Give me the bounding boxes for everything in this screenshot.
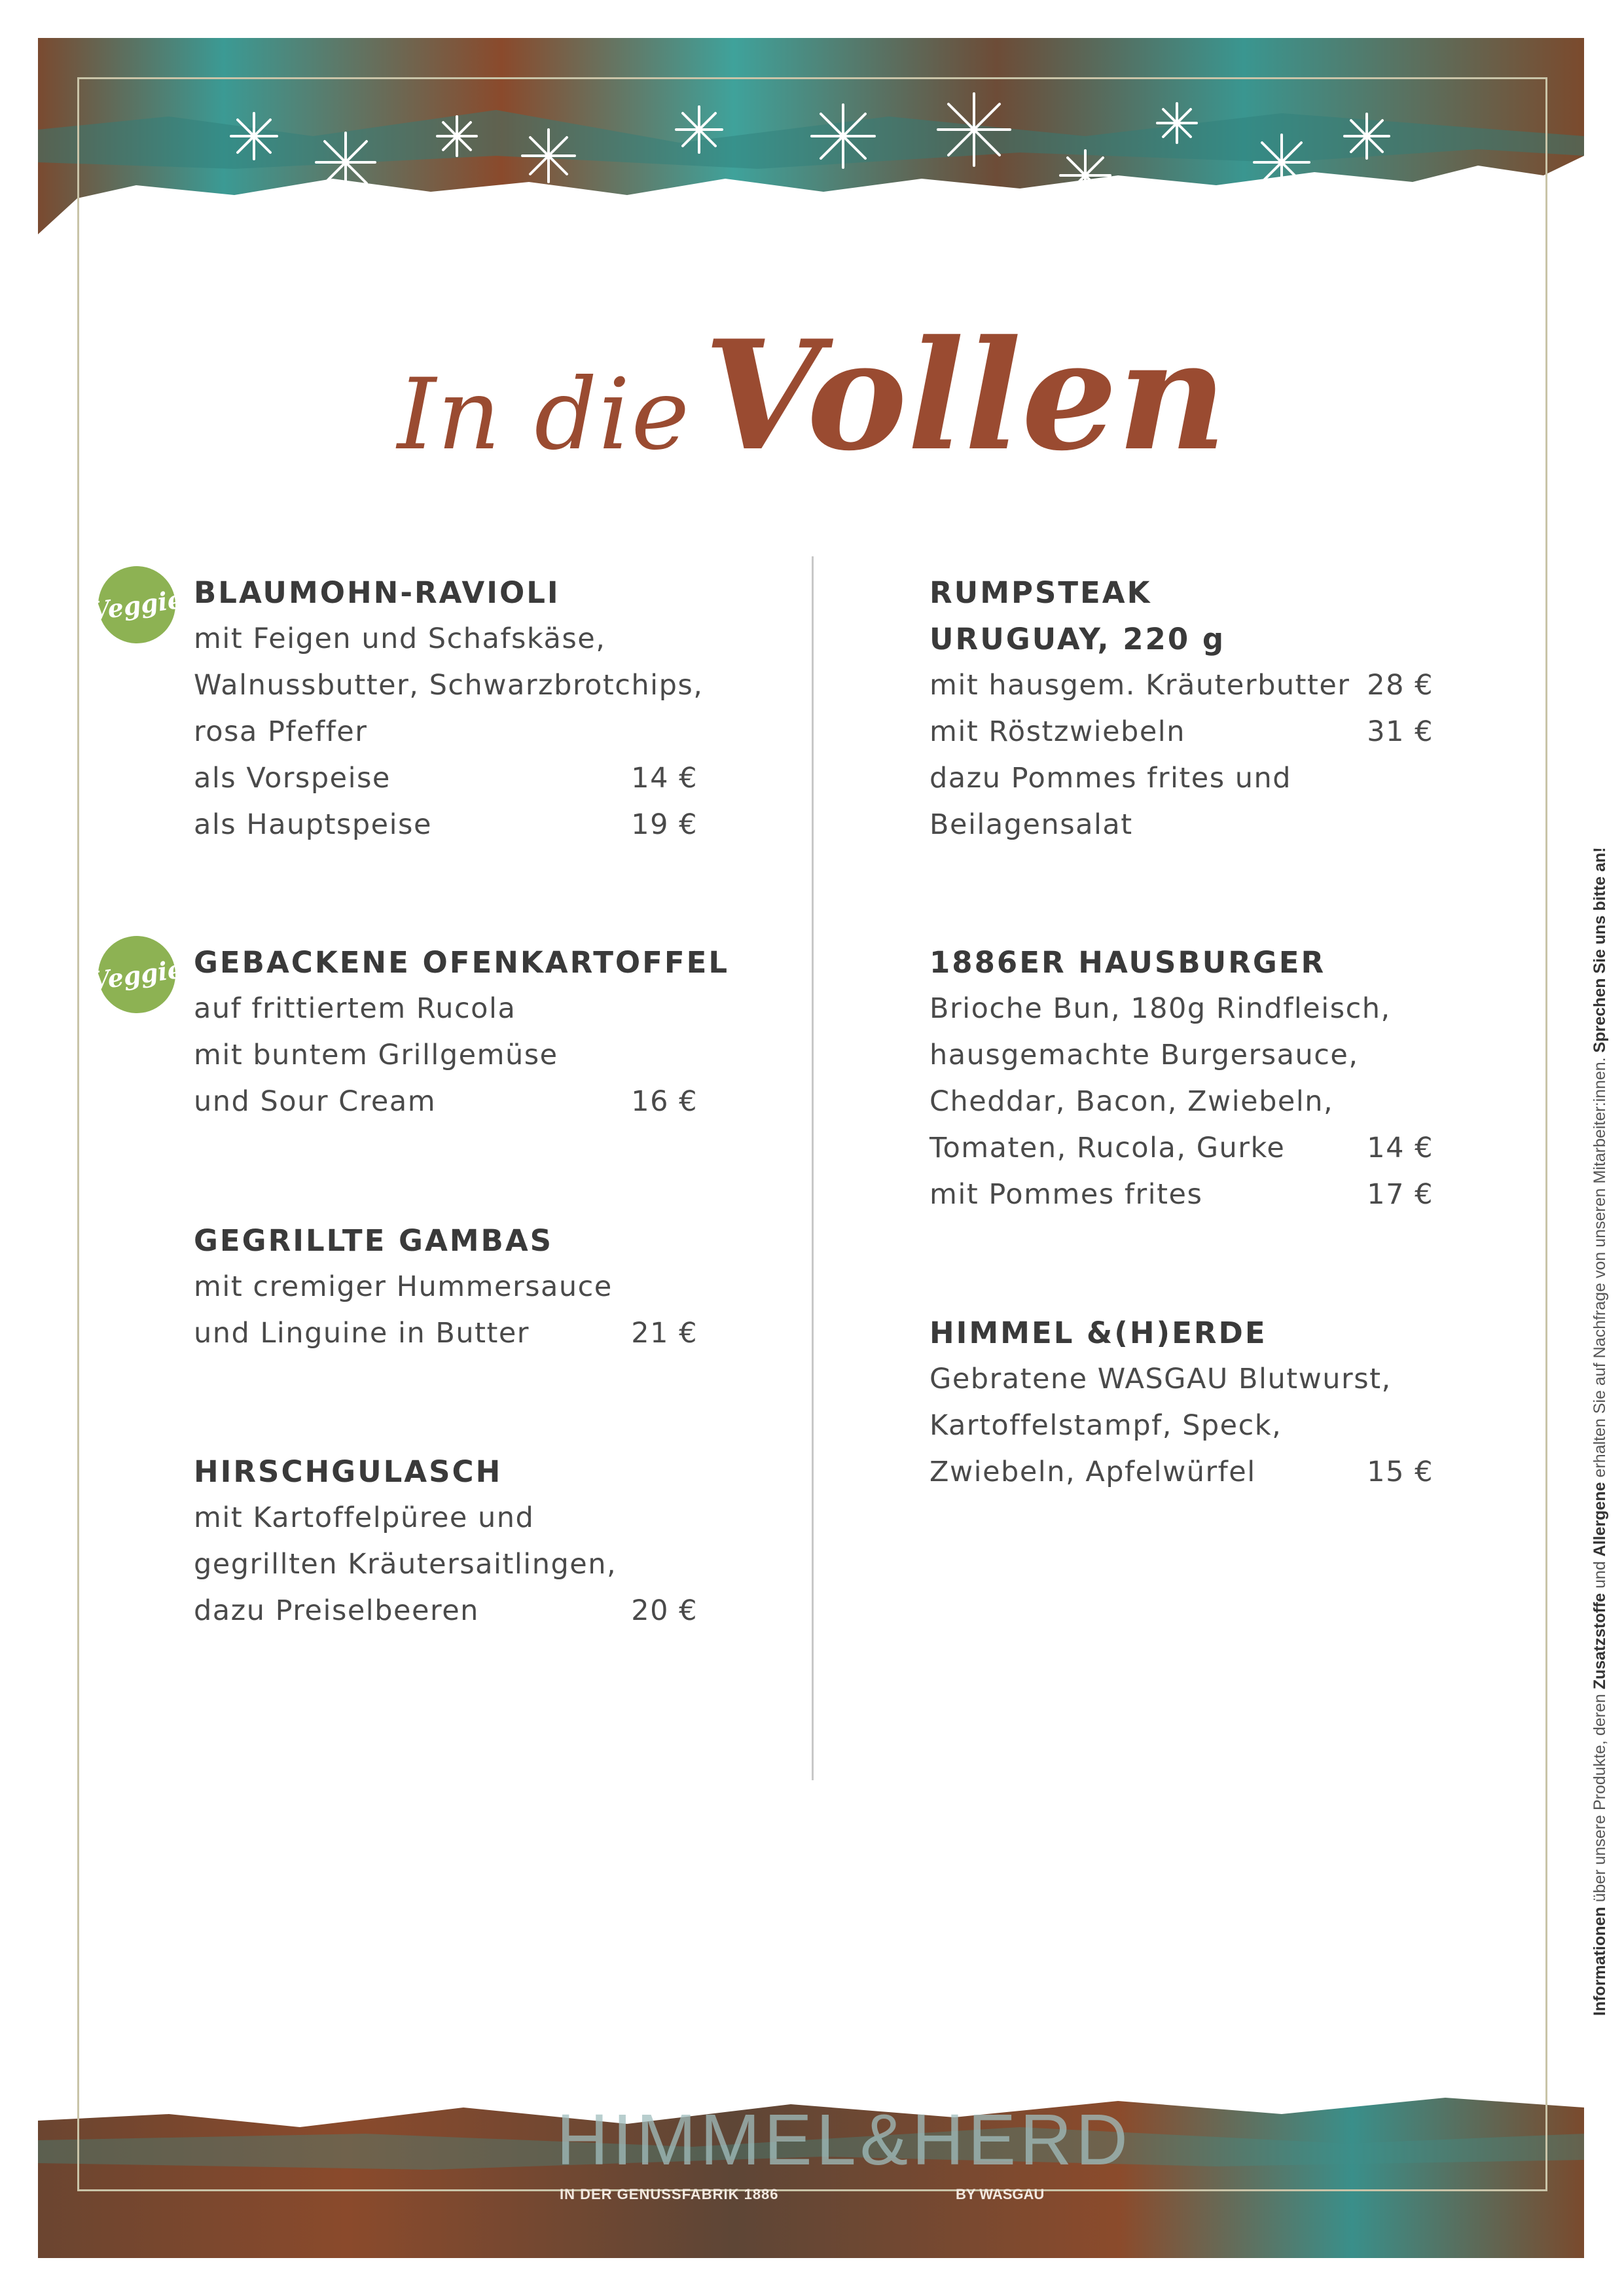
dish-description: Brioche Bun, 180g Rindfleisch, [929, 992, 1391, 1025]
menu-item [194, 1217, 698, 1357]
top-banner-art [38, 38, 1584, 234]
dish-price: 14 € [1367, 1132, 1434, 1164]
title-big: Vollen [704, 308, 1227, 484]
column-divider [812, 556, 814, 1780]
page-title [0, 308, 1624, 484]
dish-price-line: mit Pommes frites 17 € [929, 1172, 1434, 1218]
dish-price-line: als Vorspeise 14 € [194, 755, 698, 802]
dish-price-line: mit Röstzwiebeln 31 € [929, 709, 1434, 755]
dish-name-detail: URUGUAY, 220 g [929, 622, 1226, 656]
dish-description: gegrillten Kräutersaitlingen, [194, 1548, 617, 1581]
dish-price-line: und Sour Cream 16 € [194, 1079, 698, 1125]
dish-description: mit Feigen und Schafskäse, [194, 622, 606, 655]
dish-price: 19 € [631, 808, 698, 841]
dish-price-line: Zwiebeln, Apfelwürfel 15 € [929, 1449, 1434, 1496]
dish-description: rosa Pfeffer [194, 715, 368, 748]
top-banner [38, 38, 1584, 234]
dish-description: Walnussbutter, Schwarzbrotchips, [194, 669, 704, 702]
restaurant-logo [556, 2100, 1132, 2219]
menu-item [929, 939, 1434, 1218]
dish-price: 16 € [631, 1085, 698, 1118]
dish-price-line: als Hauptspeise 19 € [194, 802, 698, 848]
menu-item [194, 1448, 698, 1634]
dish-price: 17 € [1367, 1178, 1434, 1211]
dish-name: BLAUMOHN-RAVIOLI [194, 575, 560, 610]
dish-description: dazu Pommes frites und [929, 762, 1292, 795]
dish-description: Cheddar, Bacon, Zwiebeln, [929, 1085, 1334, 1118]
logo-subtitle: IN DER GENUSSFABRIK 1886 [560, 2186, 779, 2202]
veggie-badge-icon: Veggie [93, 931, 180, 1018]
dish-description: Kartoffelstampf, Speck, [929, 1409, 1282, 1442]
menu-item [88, 939, 730, 1125]
dish-description: Beilagensalat [929, 808, 1133, 841]
dish-name: 1886ER HAUSBURGER [929, 945, 1326, 980]
dish-price-line: mit hausgem. Kräuterbutter 28 € [929, 662, 1434, 709]
dish-description: auf frittiertem Rucola [194, 992, 516, 1025]
menu-item [929, 569, 1434, 848]
title-small: In die [397, 358, 691, 472]
dish-name: RUMPSTEAK [929, 575, 1152, 610]
dish-name: GEBACKENE OFENKARTOFFEL [194, 945, 730, 980]
dish-description: Gebratene WASGAU Blutwurst, [929, 1363, 1392, 1395]
logo-by-line: BY WASGAU [956, 2186, 1045, 2202]
dish-name: HIRSCHGULASCH [194, 1454, 503, 1489]
dish-price: 21 € [631, 1317, 698, 1350]
dish-description: mit buntem Grillgemüse [194, 1039, 558, 1071]
dish-price-line: und Linguine in Butter 21 € [194, 1310, 698, 1357]
dish-price: 14 € [631, 762, 698, 795]
menu-item [88, 569, 704, 848]
allergen-info-note: Informationen über unsere Produkte, deren Zusatzstoffe und Allergene erhalten Sie auf Nachfrage von unseren Mitarbeiter:innen. Sprechen Sie uns bitte an! [1591, 847, 1609, 2016]
menu-item [929, 1310, 1434, 1496]
dish-price: 31 € [1367, 715, 1434, 748]
dish-description: mit cremiger Hummersauce [194, 1270, 613, 1303]
dish-description: mit Kartoffelpüree und [194, 1501, 535, 1534]
dish-price-line: dazu Preiselbeeren 20 € [194, 1588, 698, 1634]
dish-price-line: Tomaten, Rucola, Gurke 14 € [929, 1125, 1434, 1172]
dish-price: 20 € [631, 1594, 698, 1627]
dish-price: 15 € [1367, 1456, 1434, 1488]
veggie-badge-icon: Veggie [93, 561, 180, 648]
dish-description: hausgemachte Burgersauce, [929, 1039, 1359, 1071]
logo-wordmark: HIMMEL&HERD [556, 2100, 1132, 2180]
dish-name: HIMMEL &(H)ERDE [929, 1316, 1267, 1350]
dish-price: 28 € [1367, 669, 1434, 702]
dish-name: GEGRILLTE GAMBAS [194, 1223, 554, 1258]
